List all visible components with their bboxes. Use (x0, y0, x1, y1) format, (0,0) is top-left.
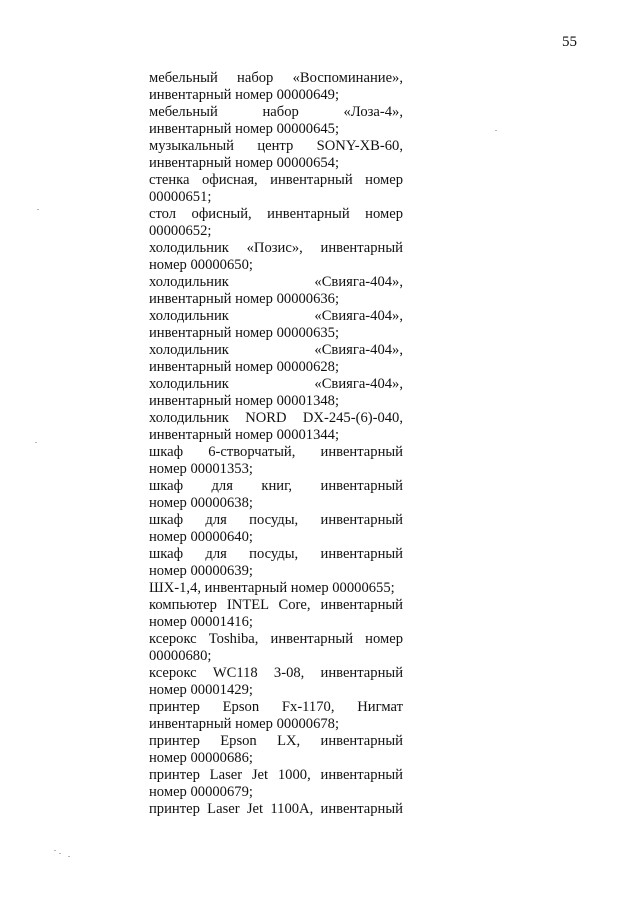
scan-speck (59, 853, 61, 854)
text-line: инвентарный номер 00000645; (149, 121, 340, 137)
scan-speck (54, 850, 56, 851)
text-line: стол офисный, инвентарный номер (149, 206, 403, 222)
text-line: 00000651; (149, 189, 212, 205)
text-line: ксерокс WC118 3-08, инвентарный (149, 665, 403, 681)
inventory-list-text (149, 70, 403, 818)
text-line: номер 00000650; (149, 257, 253, 273)
text-line: музыкальный центр SONY-XB-60, (149, 138, 403, 154)
text-line: принтер Epson Fx-1170, Нигмат (149, 699, 403, 715)
text-line: номер 00001416; (149, 614, 253, 630)
text-line: холодильник «Свияга-404», (149, 274, 403, 290)
text-line: номер 00000679; (149, 784, 253, 800)
scan-speck (37, 209, 39, 210)
text-line: принтер Laser Jet 1000, инвентарный (149, 767, 403, 783)
text-line: холодильник «Свияга-404», (149, 308, 403, 324)
text-line: 00000652; (149, 223, 212, 239)
text-line: инвентарный номер 00000654; (149, 155, 340, 171)
text-line: инвентарный номер 00000635; (149, 325, 340, 341)
text-line: ШХ-1,4, инвентарный номер 00000655; (149, 580, 395, 596)
text-line: шкаф для посуды, инвентарный (149, 546, 403, 562)
text-line: номер 00001353; (149, 461, 253, 477)
text-line: холодильник «Позис», инвентарный (149, 240, 403, 256)
text-line: инвентарный номер 00000628; (149, 359, 340, 375)
text-line: стенка офисная, инвентарный номер (149, 172, 403, 188)
text-line: инвентарный номер 00000678; (149, 716, 340, 732)
page-number: 55 (562, 34, 577, 50)
scan-speck (495, 130, 497, 131)
text-line: шкаф для посуды, инвентарный (149, 512, 403, 528)
text-line: номер 00000640; (149, 529, 253, 545)
text-line: ксерокс Toshiba, инвентарный номер (149, 631, 403, 647)
text-line: инвентарный номер 00000636; (149, 291, 340, 307)
text-line: шкаф для книг, инвентарный (149, 478, 403, 494)
scan-speck (35, 442, 37, 443)
text-line: холодильник NORD DX-245-(6)-040, (149, 410, 403, 426)
text-line: инвентарный номер 00000649; (149, 87, 340, 103)
text-line: 00000680; (149, 648, 212, 664)
text-line: номер 00000639; (149, 563, 253, 579)
text-line: номер 00000686; (149, 750, 253, 766)
text-line: шкаф 6-створчатый, инвентарный (149, 444, 403, 460)
text-line: принтер Laser Jet 1100A, инвентарный (149, 801, 403, 817)
text-line: принтер Epson LX, инвентарный (149, 733, 403, 749)
scan-speck (68, 856, 70, 857)
text-line: инвентарный номер 00001344; (149, 427, 340, 443)
text-line: инвентарный номер 00001348; (149, 393, 340, 409)
text-line: холодильник «Свияга-404», (149, 342, 403, 358)
text-line: номер 00000638; (149, 495, 253, 511)
text-line: номер 00001429; (149, 682, 253, 698)
text-line: мебельный набор «Воспоминание», (149, 70, 403, 86)
text-line: мебельный набор «Лоза-4», (149, 104, 403, 120)
text-line: холодильник «Свияга-404», (149, 376, 403, 392)
text-line: компьютер INTEL Core, инвентарный (149, 597, 403, 613)
